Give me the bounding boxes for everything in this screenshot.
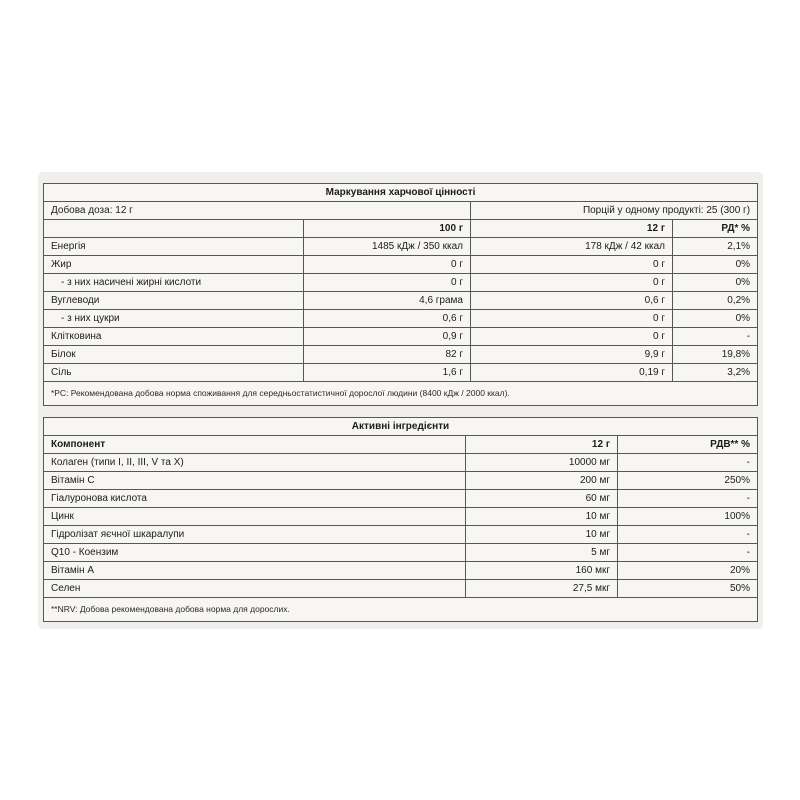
nutrient-value-per-12g: 0,6 г — [471, 292, 673, 310]
nutrient-value-per-100g: 4,6 грама — [304, 292, 471, 310]
nutrition-data-row — [44, 364, 758, 382]
nutrition-data-row — [44, 274, 758, 292]
ingredient-nrv-percent: - — [618, 526, 758, 544]
ingredient-name: Гідролізат яєчної шкаралупи — [44, 526, 466, 544]
ingredient-amount: 200 мг — [466, 472, 618, 490]
nutrient-name: Клітковина — [44, 328, 304, 346]
active-ingredients-table — [43, 417, 758, 622]
nutrition-data-row — [44, 256, 758, 274]
nutrition-data-row — [44, 328, 758, 346]
nutrient-value-per-12g: 0 г — [471, 310, 673, 328]
ingredient-nrv-percent: - — [618, 544, 758, 562]
ingredient-data-row — [44, 508, 758, 526]
ingredient-name: Q10 - Коензим — [44, 544, 466, 562]
ingredients-footnote: **NRV: Добова рекомендована добова норма для дорослих. — [44, 598, 758, 622]
ingredients-title-row — [44, 418, 758, 436]
nutrient-name: Сіль — [44, 364, 304, 382]
nutrition-data-row — [44, 292, 758, 310]
nutrition-data-row — [44, 310, 758, 328]
nutrition-data-row — [44, 346, 758, 364]
ingredients-column-header-row — [44, 436, 758, 454]
ingredients-table-title: Активні інгредієнти — [44, 418, 758, 436]
nutrient-rd-percent: 0% — [673, 310, 758, 328]
ingredient-name: Гіалуронова кислота — [44, 490, 466, 508]
nutrition-column-header-row — [44, 220, 758, 238]
ingredient-data-row — [44, 454, 758, 472]
nutrient-rd-percent: 19,8% — [673, 346, 758, 364]
ingredient-data-row — [44, 544, 758, 562]
nutrient-value-per-100g: 0,9 г — [304, 328, 471, 346]
nutrient-name: Вуглеводи — [44, 292, 304, 310]
column-header-empty — [44, 220, 304, 238]
nutrient-rd-percent: 2,1% — [673, 238, 758, 256]
ingredient-amount: 10 мг — [466, 526, 618, 544]
nutrition-info-card — [38, 172, 763, 629]
ingredients-footnote-row — [44, 598, 758, 622]
ingredient-amount: 60 мг — [466, 490, 618, 508]
nutrient-value-per-12g: 9,9 г — [471, 346, 673, 364]
ingredient-data-row — [44, 526, 758, 544]
ingredient-amount: 27,5 мкг — [466, 580, 618, 598]
nutrient-name: - з них цукри — [44, 310, 304, 328]
nutrient-name: Енергія — [44, 238, 304, 256]
nutrient-value-per-100g: 0,6 г — [304, 310, 471, 328]
nutrient-value-per-100g: 82 г — [304, 346, 471, 364]
ingredient-nrv-percent: 20% — [618, 562, 758, 580]
column-header-amount-12g: 12 г — [466, 436, 618, 454]
ingredient-amount: 5 мг — [466, 544, 618, 562]
nutrient-rd-percent: 0,2% — [673, 292, 758, 310]
ingredient-data-row — [44, 490, 758, 508]
column-header-rd-percent: РД* % — [673, 220, 758, 238]
nutrition-facts-table — [43, 183, 758, 406]
ingredient-data-row — [44, 562, 758, 580]
ingredient-nrv-percent: 100% — [618, 508, 758, 526]
nutrient-value-per-100g: 0 г — [304, 256, 471, 274]
ingredient-amount: 10 мг — [466, 508, 618, 526]
column-header-100g: 100 г — [304, 220, 471, 238]
nutrient-rd-percent: 0% — [673, 274, 758, 292]
ingredient-nrv-percent: 50% — [618, 580, 758, 598]
ingredient-name: Селен — [44, 580, 466, 598]
ingredient-nrv-percent: 250% — [618, 472, 758, 490]
nutrient-value-per-100g: 1485 кДж / 350 ккал — [304, 238, 471, 256]
dose-servings-row — [44, 202, 758, 220]
ingredient-data-row — [44, 580, 758, 598]
nutrient-rd-percent: - — [673, 328, 758, 346]
nutrient-value-per-12g: 178 кДж / 42 ккал — [471, 238, 673, 256]
nutrition-footnote: *РС: Рекомендована добова норма споживання для середньостатистичної дорослої людини (8400 кДж / 2000 ккал). — [44, 382, 758, 406]
ingredient-amount: 10000 мг — [466, 454, 618, 472]
ingredient-nrv-percent: - — [618, 454, 758, 472]
column-header-component: Компонент — [44, 436, 466, 454]
nutrition-footnote-row — [44, 382, 758, 406]
nutrient-rd-percent: 3,2% — [673, 364, 758, 382]
ingredient-name: Колаген (типи I, II, III, V та X) — [44, 454, 466, 472]
daily-dose-label: Добова доза: 12 г — [44, 202, 471, 220]
nutrient-value-per-12g: 0,19 г — [471, 364, 673, 382]
nutrient-value-per-100g: 0 г — [304, 274, 471, 292]
nutrition-table-title: Маркування харчової цінності — [44, 184, 758, 202]
nutrient-name: Білок — [44, 346, 304, 364]
nutrition-title-row — [44, 184, 758, 202]
column-header-nrv-percent: РДВ** % — [618, 436, 758, 454]
ingredient-amount: 160 мкг — [466, 562, 618, 580]
nutrient-name: - з них насичені жирні кислоти — [44, 274, 304, 292]
nutrient-value-per-12g: 0 г — [471, 256, 673, 274]
column-header-12g: 12 г — [471, 220, 673, 238]
nutrient-name: Жир — [44, 256, 304, 274]
ingredient-nrv-percent: - — [618, 490, 758, 508]
nutrient-value-per-100g: 1,6 г — [304, 364, 471, 382]
nutrient-value-per-12g: 0 г — [471, 328, 673, 346]
servings-label: Порцій у одному продукті: 25 (300 г) — [471, 202, 758, 220]
ingredient-data-row — [44, 472, 758, 490]
ingredient-name: Вітамін A — [44, 562, 466, 580]
nutrient-value-per-12g: 0 г — [471, 274, 673, 292]
ingredient-name: Цинк — [44, 508, 466, 526]
nutrient-rd-percent: 0% — [673, 256, 758, 274]
nutrition-data-row — [44, 238, 758, 256]
ingredient-name: Вітамін C — [44, 472, 466, 490]
